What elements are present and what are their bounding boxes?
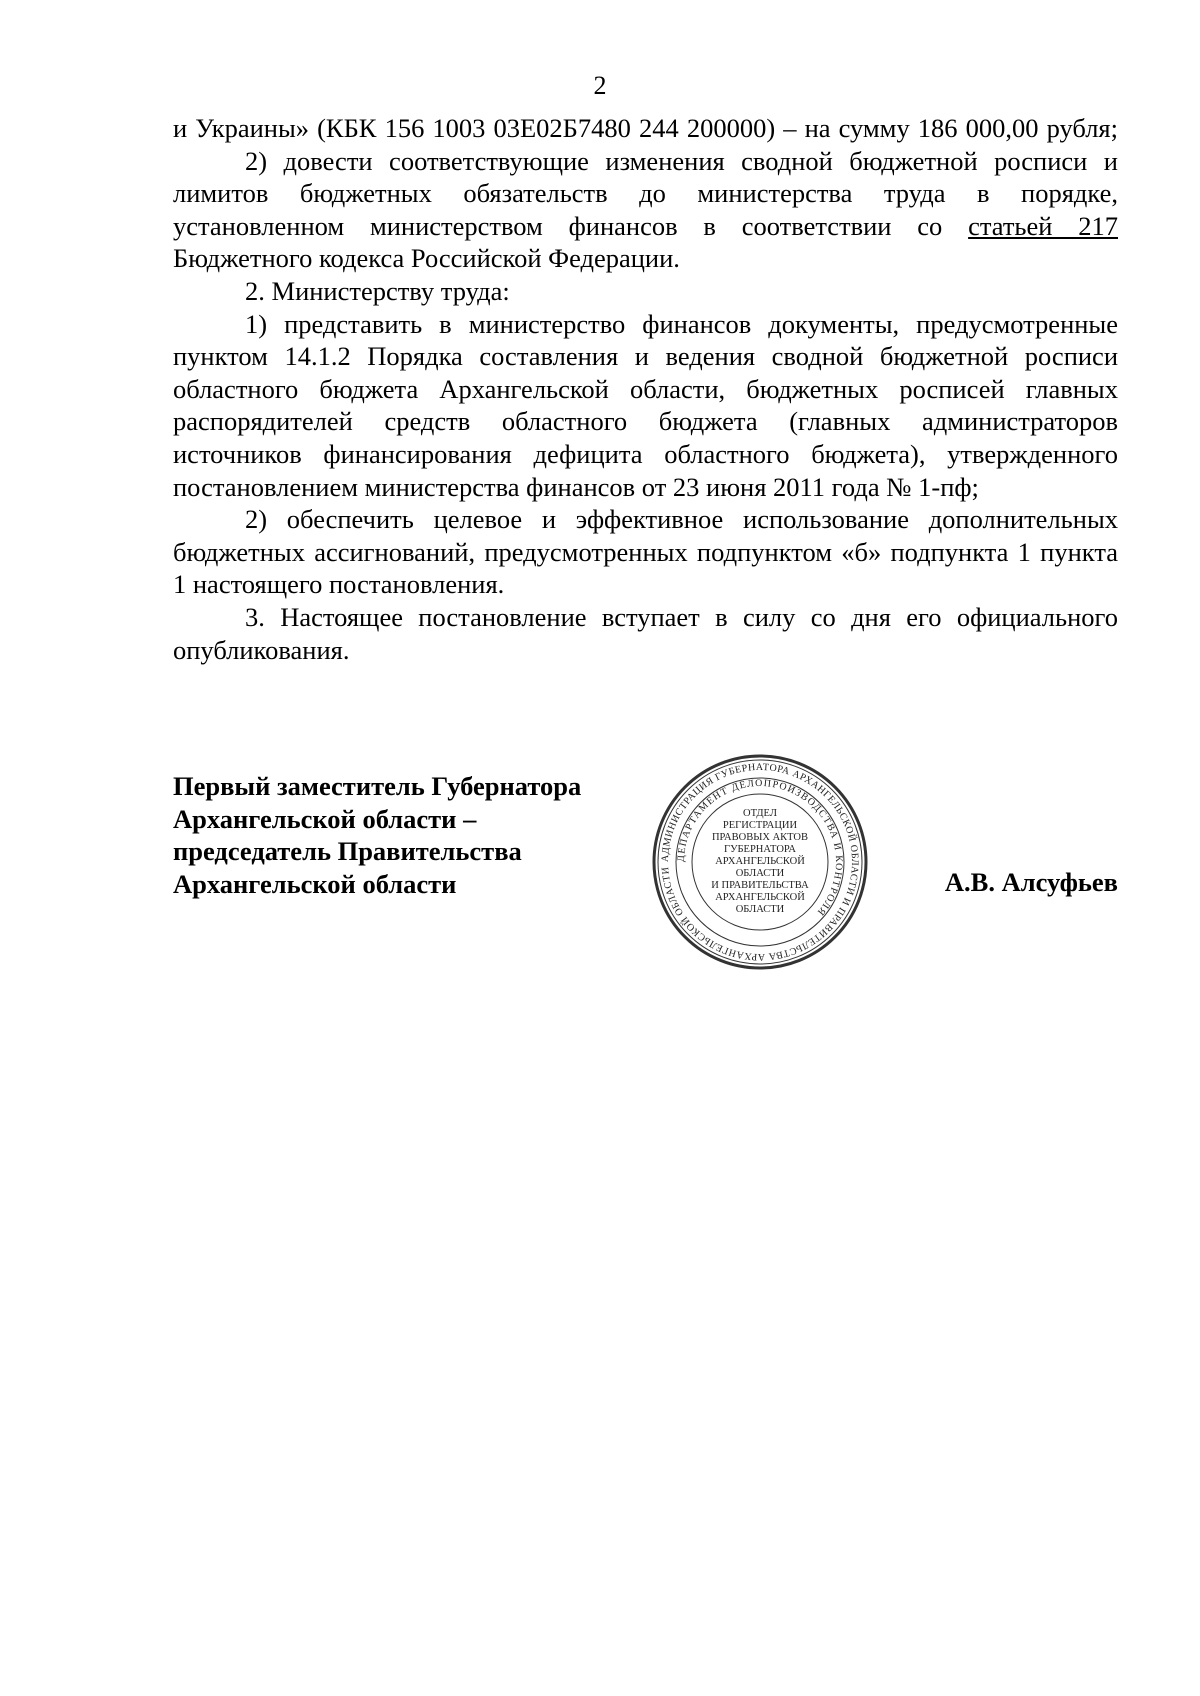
seal-line: ОБЛАСТИ — [735, 904, 785, 915]
signatory-position-line: Архангельской области – — [173, 803, 477, 834]
seal-line: АРХАНГЕЛЬСКОЙ — [715, 892, 805, 903]
signatory-position-line: Первый заместитель Губернатора — [173, 771, 582, 801]
official-seal — [650, 752, 870, 972]
signatory-name: А.В. Алсуфьев — [944, 867, 1118, 897]
seal-line: ОБЛАСТИ — [735, 868, 785, 879]
paragraph-continuation: и Украины» (КБК 156 1003 03Е02Б7480 244 200000) – на сумму 186 000,00 рубля; — [173, 113, 1118, 143]
seal-line: АРХАНГЕЛЬСКОЙ — [715, 856, 805, 867]
seal-line: И ПРАВИТЕЛЬСТВА — [711, 880, 809, 891]
item-1-2-text-end: Бюджетного кодекса Российской Федерации. — [173, 243, 680, 274]
seal-line: ПРАВОВЫХ АКТОВ — [711, 832, 809, 843]
page-number: 2 — [593, 71, 607, 100]
paragraph-item-1-2 — [173, 145, 1118, 275]
document-body — [173, 112, 1118, 666]
seal-line: ГУБЕРНАТОРА — [724, 844, 796, 855]
seal-line: ОТДЕЛ — [743, 808, 777, 819]
item-1-2-text: 2) довести соответствующие изменения сводной бюджетной росписи и лимитов бюджетных обязательств до министерства труда в порядке, установленном министерством финансов в соответствии со — [173, 145, 1118, 241]
paragraph-item-2-1: 1) представить в министерство финансов документы, предусмотренные пунктом 14.1.2 Порядка составления и ведения сводной бюджетной росписи областного бюджета Архангельской области, бюджетных росписей главных распорядителей средств областного бюджета (главных администраторов источников финансирования дефицита областного бюджета), утвержденного постановлением министерства финансов от 23 июня 2011 года № 1-пф; — [173, 308, 1118, 502]
seal-line: РЕГИСТРАЦИИ — [722, 820, 798, 831]
seal-center-text — [690, 792, 830, 932]
paragraph-point-3: 3. Настоящее постановление вступает в силу со дня его официального опубликования. — [173, 601, 1118, 665]
seal-outer-text: АДМИНИСТРАЦИЯ ГУБЕРНАТОРА АРХАНГЕЛЬСКОЙ ОБЛАСТИ И ПРАВИТЕЛЬСТВА АРХАНГЕЛЬСКОЙ ОБЛАСТИ — [659, 761, 861, 963]
budget-code-article-link[interactable]: статьей 217 — [968, 210, 1118, 241]
paragraph-item-2-2: 2) обеспечить целевое и эффективное использование дополнительных бюджетных ассигнований, предусмотренных подпунктом «б» подпункта 1 пункта 1 настоящего постановления. — [173, 504, 1118, 600]
signatory-position — [173, 770, 613, 900]
signatory-position-line: Архангельской области — [173, 868, 457, 899]
signatory-position-line: председатель Правительства — [173, 836, 522, 867]
paragraph-point-2-heading: 2. Министерству труда: — [245, 275, 510, 306]
seal-inner-ring-text: ДЕПАРТАМЕНТ ДЕЛОПРОИЗВОДСТВА И КОНТРОЛЯ — [675, 777, 845, 919]
